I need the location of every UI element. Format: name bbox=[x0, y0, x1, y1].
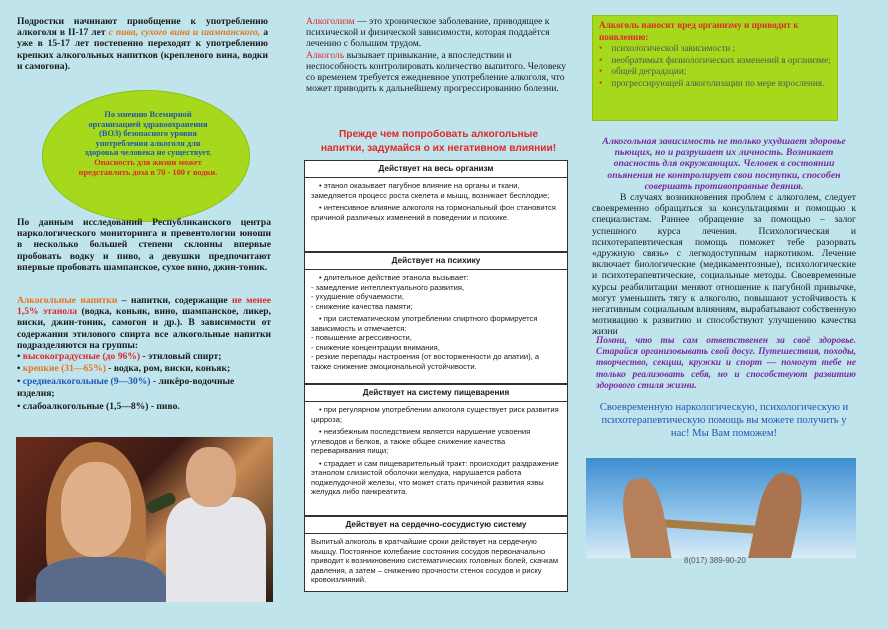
drinks-ethanol: не менее 1,5% этанола bbox=[17, 295, 271, 318]
teenagers-photo bbox=[16, 437, 273, 602]
box-point: Выпитый алкоголь в кратчайшие сроки действует на сердечную мышцу. Постоянное колебание состояния сосудов первоначально приводит к возникновению систематических головных болей, скачкам давления, а затем – снижению прочности стенок сосудов и риску кровоизлияний. bbox=[311, 537, 559, 584]
group-3-name: среднеалкогольные (9—30%) bbox=[22, 375, 151, 387]
box-point: • интенсивное влияние алкоголя на гормональный фон становится причиной различных изменений в поведении и психике. bbox=[311, 203, 556, 222]
box-point: • страдает и сам пищеварительный тракт: происходит раздражение этанолом слизистой оболочки желудка, нарушается работа поджелудочной железы, что может стать причиной развития язвы желудка либо панкреатита. bbox=[311, 458, 559, 496]
group-3-desc: - ликёро-водочные изделия; bbox=[17, 375, 235, 400]
box-point: • при систематическом употреблении спиртного формируется зависимость и отмечается: bbox=[311, 314, 538, 333]
group-1-desc: - этиловый спирт; bbox=[140, 351, 222, 363]
box-point: • этанол оказывает пагубное влияние на органы и ткани, замедляется процесс роста скелета и мышц, возникает бесплодие; bbox=[311, 181, 550, 200]
harm-item: • необратимых физиологических изменений в организме; bbox=[599, 54, 831, 65]
box-point: • неизбежным последствием является нарушение усвоения углеводов и белков, а также общее снижение качества переваривания пищи; bbox=[311, 427, 531, 455]
box-title: Действует на психику bbox=[305, 253, 567, 270]
drinks-term: Алкогольные напитки bbox=[17, 295, 118, 306]
intro-text-c: а уже в 15-17 лет постепенно переходят к употреблению крепких алкогольных напитков (крепленого вина, водки и самогона). bbox=[17, 27, 268, 72]
drinks-text-b: – напитки, содержащие bbox=[117, 295, 232, 306]
warning-headline: Прежде чем попробовать алкогольные напитки, задумайся о их негативном влиянии! bbox=[320, 129, 557, 154]
group-2-desc: - водка, ром, виски, коньяк; bbox=[105, 363, 231, 375]
intro-text-a: Подростки начинают приобщение к употреблению алкоголя в II-17 лет bbox=[17, 16, 268, 39]
effects-body-box bbox=[304, 160, 568, 252]
drinks-section bbox=[17, 295, 271, 413]
intro-text-b: с пива, сухого вина и шампанского, bbox=[108, 27, 261, 39]
alcoholism-term: Алкоголизм bbox=[306, 16, 355, 27]
who-statement bbox=[78, 110, 218, 177]
research-paragraph: По данным исследований Республиканского центра наркологического мониторинга и превентологии юноши в несколько большей степени склонны впервые пробовать водку и пиво, а девушки предпочитают впервые пробовать шампанское, сухое вино, джин-тоник. bbox=[17, 217, 271, 273]
alcoholism-definition bbox=[306, 16, 566, 94]
right-panel bbox=[592, 0, 888, 629]
group-4-text: слабоалкогольные (1,5—8%) - пиво. bbox=[22, 400, 180, 412]
drinks-definition bbox=[17, 295, 271, 351]
left-panel bbox=[0, 0, 296, 629]
box-line: - снижение качества памяти; bbox=[311, 301, 413, 311]
box-line: - ухудшение обучаемости, bbox=[311, 292, 404, 301]
middle-panel bbox=[296, 0, 592, 629]
effects-digestion-box bbox=[304, 384, 568, 516]
alcoholism-text: — это хроническое заболевание, приводящее к психической и физической зависимости, которая поддаётся лечению с большим трудом. bbox=[306, 16, 550, 50]
box-title: Действует на весь организм bbox=[305, 161, 567, 178]
group-item: • среднеалкогольные (9—30%) - ликёро-водочные изделия; bbox=[17, 375, 235, 400]
box-line: - резкие перепады настроения (от восторженности до апатии), а также снижение эмоциональной устойчивости. bbox=[311, 352, 540, 371]
box-line: - повышение агрессивности, bbox=[311, 333, 412, 342]
group-2-name: крепкие (31—65%) bbox=[22, 363, 106, 375]
help-callout: Своевременную наркологическую, психологическую и психотерапевтическую помощь вы можете получить у нас! Мы Вам поможем! bbox=[599, 402, 849, 439]
phone-number: 8(017) 389-90-20 bbox=[684, 556, 746, 565]
group-item: • высокоградусные (до 96%) - этиловый спирт; bbox=[17, 351, 222, 363]
box-line: - снижение концентрации внимания, bbox=[311, 342, 440, 352]
who-text: По мнению Всемирной организацией здравоохранения (ВОЗ) безопасного уровня употребления алкоголя для здоровья человека не существует. bbox=[84, 110, 212, 158]
dependence-warning: Алкогольная зависимость не только ухудшает здоровье пьющих, но и разрушает их личность. Возникает опасность для окружающих. Человек в состоянии опьянения не контролирует свои поступки, способен совершать противоправные деяния. bbox=[602, 136, 846, 192]
harm-item: • общей деградации; bbox=[599, 66, 687, 76]
harm-item: • психологической зависимости ; bbox=[599, 43, 736, 53]
broken-rope-hands-photo bbox=[586, 458, 856, 558]
harm-title: Алкоголь наносит вред организму и приводит к появлению: bbox=[599, 20, 799, 42]
box-title: Действует на сердечно-сосудистую систему bbox=[305, 517, 567, 534]
drinks-text-d: (водка, коньяк, вино, шампанское, ликер, виски, джин-тоник, самогон и др.). В зависимости от содержания этилового спирта все алкогольные напитки подразделяются на группы: bbox=[17, 306, 272, 351]
group-item: • слабоалкогольные (1,5—8%) - пиво. bbox=[17, 400, 180, 412]
intro-paragraph bbox=[17, 16, 268, 72]
group-item: • крепкие (31—65%) - водка, ром, виски, коньяк; bbox=[17, 363, 231, 375]
box-line: - замедление интеллектуального развития, bbox=[311, 282, 465, 292]
who-dose-text: Опасность для жизни может представлять доза в 70 - 100 г водки. bbox=[78, 157, 218, 177]
effects-psyche-box bbox=[304, 252, 568, 384]
alcohol-term: Алкоголь bbox=[306, 49, 345, 61]
harm-item: • прогрессирующей алкоголизации по мере взросления. bbox=[599, 77, 825, 88]
box-point: • длительное действие этанола вызывает: bbox=[319, 273, 469, 282]
alcohol-text: вызывает привыкание, а впоследствии и неспособность контролировать количество выпитого. Человеку со временем требуется ежедневное употребление алкоголя, что может приводить к дальнейшему прогрессированию болезни. bbox=[306, 49, 566, 95]
group-1-name: высокоградусные (до 96%) bbox=[22, 351, 141, 363]
responsibility-note: Помни, что ты сам ответственен за своё здоровье. Старайся организовывать свой досуг. Путешествия, походы, творчество, секции, кружки и спорт — помогут тебе не только реализовать себя, но и способствуют развитию здорового стиля жизни. bbox=[596, 336, 856, 391]
harm-box bbox=[592, 15, 838, 121]
box-title: Действует на систему пищеварения bbox=[305, 385, 567, 402]
box-point: • при регулярном употреблении алкоголя существует риск развития цирроза; bbox=[311, 405, 559, 424]
treatment-paragraph: В случаях возникновения проблем с алкоголем, следует своевременно обращаться за консультациями и помощью к специалистам. Раннее обращение за помощью – залог успешного курса лечения. Психологическая и психотерапевтическая помощь поможет тебе разорвать «дружную связь» с легкодоступным наркотиком. Лечение включает биологические (медикаментозные), психологические и психотерапевтические, социальные методы. Своевременные курсы реабилитации меняют отношение к пагубной привычке, могут уменьшить тягу к алкоголю, повышают устойчивость к негативным социальным влияниям, вырабатывают собственную мотивацию к развитию и способствуют улучшению качества жизни bbox=[592, 192, 856, 338]
effects-heart-box bbox=[304, 516, 568, 592]
